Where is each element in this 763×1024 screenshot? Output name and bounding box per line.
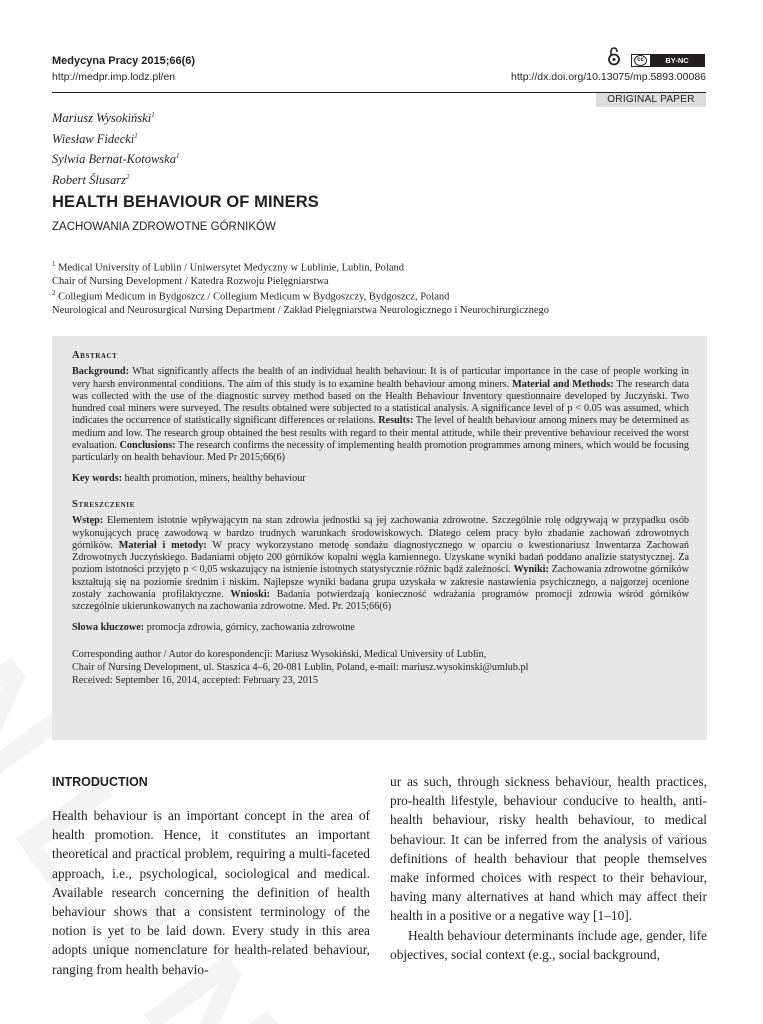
affiliation-1: $^1$ Medical University of Lublin / Uniwersytet Medyczny w Lublinie, Lublin, Poland Chair of Nursing Development / Katedra Rozwoju Pielęgniarstwa [52, 260, 404, 287]
author: Sylwia Bernat-Kotowska$^1$ [52, 152, 180, 167]
cc-icon: cc [634, 55, 647, 66]
journal-url[interactable]: http://medpr.imp.lodz.pl/en [52, 71, 176, 83]
author: Mariusz Wysokiński$^1$ [52, 111, 155, 126]
abstract-box [52, 336, 707, 740]
paragraph: ur as such, through sickness behaviour, health practices, pro-health lifestyle, behaviour conducive to health, anti-health behaviour, risky health behaviour, to medical behaviour. It can be inferred from the analysis of various definitions of health behaviour that people themselves make informed choices with respect to their behaviour, having many alternatives at hand which may affect their health in a positive or a negative way [1–10]. [390, 774, 707, 924]
affiliation-2: $^2$ Collegium Medicum in Bydgoszcz / Collegium Medicum w Bydgoszczy, Bydgoszcz, Poland Neurological and Neurosurgical Nursing Department / Zakład Pielęgniarstwa Neurologicznego i Neurochirurgicznego [52, 289, 550, 316]
article-subtitle: ZACHOWANIA ZDROWOTNE GÓRNIKÓW [52, 221, 276, 233]
streszczenie-heading: Streszczenie [72, 498, 135, 510]
cc-license-badge[interactable] [631, 54, 705, 67]
author-list [52, 107, 179, 190]
paragraph: Health behaviour is an important concept in the area of health promotion. Hence, it constitutes an important theoretical and practical problem, requiring a multi-faceted approach, i.e., psychological, sociological and medical. Available research concerning the definition of health behaviour shows that a consistent terminology of the notion is yet to be laid down. Every study in this area adopts unique nomenclature for health-related behaviour, ranging from health behavio- [52, 808, 370, 977]
author: Wiesław Fidecki$^1$ [52, 131, 138, 146]
abstract-body: Background: What significantly affects the health of an individual health behaviour. It is of particular importance in the case of people working in very harsh environmental conditions. The aim of this study is to examine health behaviour among miners. Material and Methods: The research data was collected with the use of the diagnostic survey method based on the Health Behaviour Inventory questionnaire developed by Juczyński. Two hundred coal miners were surveyed. The results obtained were subjected to a statistical analysis. A significance level of p < 0.05 was assumed, which indicates the occurrence of statistically significant differences or relations. Results: The level of health behaviour among miners may be determined as medium and low. The research group obtained the best results with regard to their mental attitude, while their preventive behaviour received the worst evaluation. Conclusions: The research confirms the necessity of implementing health promotion programmes among miners, which would be focusing particularly on health behaviour. Med Pr 2015;66(6) [72, 366, 690, 464]
paragraph: Health behaviour determinants include age, gender, life objectives, social context (e.g., social background, [390, 927, 707, 962]
abstract-heading: Abstract [72, 350, 118, 361]
author: Robert Ślusarz$^2$ [52, 172, 130, 188]
streszczenie-body: Wstęp: Elementem istotnie wpływającym na stan zdrowia jednostki są jej zachowania zdrowotne. Szczególnie rolę odgrywają w przypadku osób wykonujących pracę zawodową w bardzo trudnych warunkach środowiskowych. Dlatego celem pracy było zbadanie zachowań zdrowotnych górników. Materiał i metody: W pracy wykorzystano metodę sondażu diagnostycznego w oparciu o kwestionariusz Inwentarza Zachowań Zdrowotnych Juczyńskiego. Badaniami objęto 200 górników kopalni węgla kamiennego. Uzyskane wyniki badań poddano analizie statystycznej. Za poziom istotności przyjęto p < 0,05 wskazujący na istnienie istotnych statystycznie różnic bądź zależności. Wyniki: Zachowania zdrowotne górników kształtują się na poziomie średnim i niskim. Najlepsze wyniki badana grupa uzyskała w zakresie nastawienia psychicznego, a najgorzej ocenione zostały zachowania profilaktyczne. Wnioski: Badania potwierdzają konieczność wdrażania programów promocji zdrowia wśród górników szczególnie ukierunkowanych na zachowania zdrowotne. Med. Pr. 2015;66(6) [72, 515, 690, 613]
license-label: BY-NC [650, 55, 704, 66]
journal-name: Medycyna Pracy 2015;66(6) [52, 55, 196, 67]
abstract-keywords: Key words: health promotion, miners, healthy behaviour [72, 472, 306, 484]
body-column-right [390, 772, 707, 964]
article-title: HEALTH BEHAVIOUR OF MINERS [52, 193, 319, 211]
open-access-icon [607, 46, 621, 66]
article-type-label: ORIGINAL PAPER [596, 93, 706, 107]
doi-link[interactable]: http://dx.doi.org/10.13075/mp.5893.00086 [511, 71, 706, 83]
correspondence: Corresponding author / Autor do korespondencji: Mariusz Wysokiński, Medical University of Lublin, Chair of Nursing Development, ul. Staszica 4–6, 20-081 Lublin, Poland, e-mail: mariusz.wysokinski@umlub.pl Received: September 16, 2014, accepted: February 23, 2015 [72, 648, 529, 686]
introduction-heading: INTRODUCTION [52, 775, 148, 789]
streszczenie-keywords: Słowa kluczowe: promocja zdrowia, górnicy, zachowania zdrowotne [72, 621, 355, 633]
body-column-left [52, 806, 370, 979]
